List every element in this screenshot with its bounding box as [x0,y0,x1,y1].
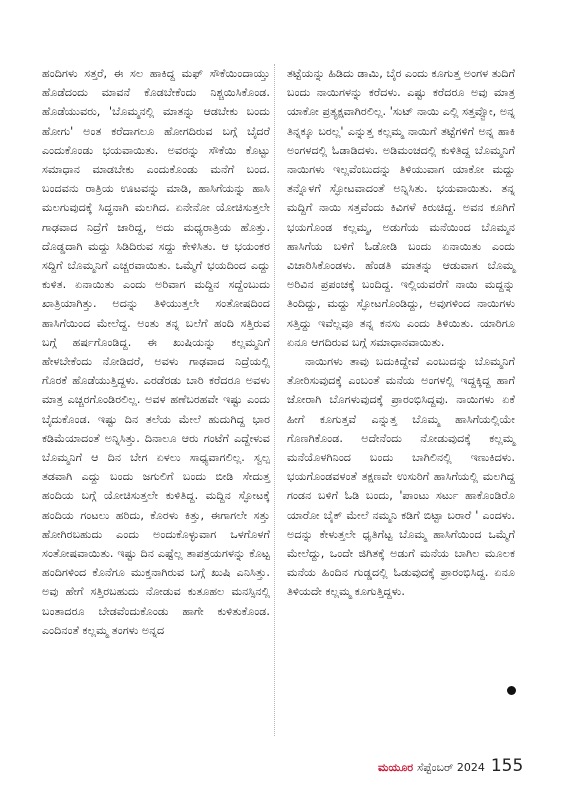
right-paragraph-1: ತಟ್ಟೆಯನ್ನು ಹಿಡಿದು ಡಾಮಿ, ಬೈರ ಎಂದು ಕೂಗುತ್ತ ಅಂಗಳ ತುದಿಗೆ ಬಂದು ನಾಯಿಗಳನ್ನು ಕರೆದಳು. ಎಷ್ಟು ಕರೆದರೂ ಅವು ಮಾತ್ರ ಯಾಕೋ ಪ್ರತ್ಯಕ್ಷವಾಗಿರಲಿಲ್ಲ. 'ಸುಟ್ ನಾಯಿ ಎಲ್ಲಿ ಸತ್ತವ್ವೋ, ಅನ್ನ ತಿನ್ನಕ್ಕೂ ಬರಲ್ಲ' ಎನ್ನುತ್ತ ಕಲ್ಲಮ್ಮ ನಾಯಿಗೆ ತಟ್ಟೆಗಳಿಗೆ ಅನ್ನ ಹಾಕಿ ಅಂಗಳದಲ್ಲಿ ಓಡಾಡಿದಳು. ಅಡಿಮಂಚದಲ್ಲಿ ಕುಳಿತಿದ್ದ ಬೊಮ್ಮನಿಗೆ ನಾಯಿಗಳು ಇಲ್ಲವೆಂಬುದನ್ನು ತಿಳಿಯುವಾಗ ಯಾಕೋ ಮದ್ದು ತನ್ನೊಳಗೆ ಸ್ಫೋಟವಾದಂತೆ ಅನ್ನಿಸಿತು. ಭಯವಾಯಿತು. ತನ್ನ ಮದ್ದಿಗೆ ನಾಯಿ ಸತ್ತವೆಂದು ಕಿವಿಗಳೆ ಕಿರುಚಿದ್ದ. ಅವನ ಕೂಗಿಗೆ ಭಯಗೊಂಡ ಕಲ್ಲಮ್ಮ, ಅಡುಗೆಯ ಮನೆಯಿಂದ ಬೊಮ್ಮನ ಹಾಸಿಗೆಯ ಬಳಿಗೆ ಓಡೋಡಿ ಬಂದು ಏನಾಯಿತು ಎಂದು ವಿಚಾರಿಸಿಕೊಂಡಳು. ಹೆಂಡತಿ ಮಾತನ್ನು ಆಡುವಾಗ ಬೊಮ್ಮ ಅರಿವಿನ ಪ್ರಪಂಚಕ್ಕೆ ಬಂದಿದ್ದ. ಇಲ್ಲಿಯವರೆಗೆ ನಾಯಿ ಮದ್ದನ್ನು ತಿಂದಿದ್ದು, ಮದ್ದು ಸ್ಫೋಟಗೊಂಡಿದ್ದು, ಅವುಗಳಿಂದ ನಾಯಿಗಳು ಸತ್ತಿದ್ದು ಇವೆಲ್ಲವೂ ತನ್ನ ಕನಸು ಎಂದು ತಿಳಿಯಿತು. ಯಾರಿಗೂ ಏನೂ ಆಗದಿರುವ ಬಗ್ಗೆ ಸಮಾಧಾನವಾಯಿತು. [287,67,515,349]
magazine-logo: ಮಯೂರ [378,761,414,774]
left-paragraph-1: ಹಂದಿಗಳು ಸತ್ತರೆ, ಈ ಸಲ ಹಾಕಿದ್ದ ಮಫ್ ಸೌಕೆಯಿಂದಾಯ್ತು ಹೊಡೆದಂದು ಮಾವನೆ ಕೊಡಬೇಕೆಂದು ನಿಶ್ಚಯಿಸಿಕೊಂಡ. ಹೊಡೆಯುವರು, 'ಬೊಮ್ಮನಲ್ಲಿ ಮಾತನ್ನು ಆಡಬೇಕು ಬಂದು ಹೋಗು' ಅಂತ ಕರೆದಾಗಲೂ ಹೋಗದಿರುವ ಬಗ್ಗೆ ಬೈದರೆ ಎಂದುಕೊಂಡು ಭಯವಾಯಿತು. ಅವರನ್ನು ಸೌಕೆಯಿ ಕೊಟ್ಟು ಸಮಾಧಾನ ಮಾಡಬೇಕು ಎಂದುಕೊಂಡು ಮನೆಗೆ ಬಂದ. ಬಂದವನು ರಾತ್ರಿಯ ಊಟವನ್ನು ಮಾಡಿ, ಹಾಸಿಗೆಯನ್ನು ಹಾಸಿ ಮಲಗುವುದಕ್ಕೆ ಸಿದ್ಧನಾಗಿ ಮಲಗಿದ. ಏನೇನೋ ಯೋಚಿಸುತ್ತಲೇ ಗಾಢವಾದ ನಿದ್ರೆಗೆ ಜಾರಿದ್ದ, ಅದು ಮಧ್ಯರಾತ್ರಿಯ ಹೊತ್ತು. ದೊಡ್ಡದಾಗಿ ಮದ್ದು ಸಿಡಿದಿರುವ ಸದ್ದು ಕೇಳಿಸಿತು. ಆ ಭಯಂಕರ ಸದ್ದಿಗೆ ಬೊಮ್ಮನಿಗೆ ಎಚ್ಚರವಾಯಿತು. ಒಮ್ಮೆಗೆ ಭಯದಿಂದ ಎದ್ದು ಕುಳಿತ. ಏನಾಯಿತು ಎಂದು ಅರಿವಾಗ ಮದ್ದಿನ ಸದ್ದೆಂಬುದು ಖಾತ್ರಿಯಾಗಿತ್ತು. ಅದನ್ನು ತಿಳಿಯುತ್ತಲೇ ಸಂತೋಷದಿಂದ ಹಾಸಿಗೆಯಿಂದ ಮೇಲೆದ್ದ. ಅಂತು ತನ್ನ ಬಲೆಗೆ ಹಂದಿ ಸತ್ತಿರುವ ಬಗ್ಗೆ ಹರ್ಷಗೊಂಡಿದ್ದ. ಈ ಖುಷಿಯನ್ನು ಕಲ್ಲಮ್ಮನಿಗೆ ಹೇಳಬೇಕೆಂದು ನೋಡಿದರೆ, ಅವಳು ಗಾಢವಾದ ನಿದ್ರೆಯಲ್ಲಿ ಗೊರಕೆ ಹೊಡೆಯುತ್ತಿದ್ದಳು. ಎರಡೆರಡು ಬಾರಿ ಕರೆದರೂ ಅವಳು ಮಾತ್ರ ಎಚ್ಚರಗೊಂಡಿರಲಿಲ್ಲ. ಅವಳ ಹಣೆಬರಹವೇ ಇಷ್ಟು ಎಂದು ಬೈದುಕೊಂಡ. ಇಷ್ಟು ದಿನ ತಲೆಯ ಮೇಲೆ ಹುದುಗಿದ್ದ ಭಾರ ಕಡಿಮೆಯಾದಂತೆ ಅನ್ನಿಸಿತ್ತು. ದಿನಾಲೂ ಆರು ಗಂಟೆಗೆ ಎದ್ದೇಳುವ ಬೊಮ್ಮನಿಗೆ ಆ ದಿನ ಬೇಗ ಏಳಲು ಸಾಧ್ಯವಾಗಲಿಲ್ಲ. ಸ್ವಲ್ಪ ತಡವಾಗಿ ಎದ್ದು ಬಂದು ಜಗುಲಿಗೆ ಬಂದು ಬೀಡಿ ಸೇದುತ್ತ ಹಂದಿಯ ಬಗ್ಗೆ ಯೋಚಿಸುತ್ತಲೇ ಕುಳಿತಿದ್ದ. ಮದ್ದಿನ ಸ್ಫೋಟಕ್ಕೆ ಹಂದಿಯ ಗಂಟಲು ಹರಿದು, ಕೊರಳು ಕಿತ್ತು, ಈಗಾಗಲೇ ಸತ್ತು ಹೋಗಿರಬಹುದು ಎಂದು ಅಂದುಕೊಳ್ಳುವಾಗ ಒಳಗೊಳಗೆ ಸಂತೋಷವಾಯಿತು. ಇಷ್ಟು ದಿನ ಎಷ್ಟೆಲ್ಲ ತಾಪತ್ರಯಗಳನ್ನು ಕೊಟ್ಟ ಹಂದಿಗಳಿಂದ ಕೊನೆಗೂ ಮುಕ್ತನಾಗಿರುವ ಬಗ್ಗೆ ಖುಷಿ ಎನಿಸಿತ್ತು. ಅವು ಹೇಗೆ ಸತ್ತಿರಬಹುದು ನೋಡುವ ಕುತೂಹಲ ಮನಸ್ಸಿನಲ್ಲಿ ಬಂತಾದರೂ ಬೇಡವೆಂದುಕೊಂಡು ಹಾಗೇ ಕುಳಿತುಕೊಂಡ. ಎಂದಿನಂತೆ ಕಲ್ಲಮ್ಮ ತಂಗಳು ಅನ್ನದ [42,67,270,637]
page-footer [378,756,523,776]
left-text-column [42,64,270,640]
issue-month: ಸೆಪ್ಟೆಂಬರ್ 2024 [417,761,485,774]
right-text-column [287,64,515,602]
story-end-bullet [507,686,516,695]
right-paragraph-2: ನಾಯಿಗಳು ತಾವು ಬದುಕಿದ್ದೇವೆ ಎಂಬುದನ್ನು ಬೊಮ್ಮನಿಗೆ ತೋರಿಸುವುದಕ್ಕೆ ಎಂಬಂತೆ ಮನೆಯ ಅಂಗಳಲ್ಲಿ ಇದ್ದಕ್ಕಿದ್ದ ಹಾಗೆ ಜೋರಾಗಿ ಬೊಗಳುವುದಕ್ಕೆ ಪ್ರಾರಂಭಿಸಿದ್ದವು. ನಾಯಿಗಳು ಏಕೆ ಹೀಗೆ ಕೂಗುತ್ತವೆ ಎನ್ನುತ್ತ ಬೊಮ್ಮ ಹಾಸಿಗೆಯಲ್ಲಿಯೇ ಗೊಣಗಿಕೊಂಡ. ಅದೇನೆಂದು ನೋಡುವುದಕ್ಕೆ ಕಲ್ಲಮ್ಮ ಮನೆಯೊಳಗಿನಿಂದ ಬಂದು ಬಾಗಿಲಿನಲ್ಲಿ ಇಣುಕಿದಳು. ಭಯಗೊಂಡವಳಂತೆ ತಕ್ಷಣವೇ ಉಸುರಿಗೆ ಹಾಸಿಗೆಯಲ್ಲಿ ಮಲಗಿದ್ದ ಗಂಡನ ಬಳಿಗೆ ಓಡಿ ಬಂದು, 'ಪಾಂಟು ಸರ್ಟು ಹಾಕೊಂಡಿರೊ ಯಾರೋ ಬೈಕ್ ಮೇಲೆ ನಮ್ಮನಿ ಕಡಿಗೆ ಬಿಟ್ಟಾ ಬರಾರೆ ' ಎಂದಳು. ಅದನ್ನು ಕೇಳುತ್ತಲೇ ಧೃತಿಗೆಟ್ಟ ಬೊಮ್ಮ ಹಾಸಿಗೆಯಿಂದ ಒಮ್ಮೆಗೆ ಮೇಲೆದ್ದು, ಒಂದೇ ಜಿಗಿತಕ್ಕೆ ಅಡುಗೆ ಮನೆಯ ಬಾಗಿಲ ಮೂಲಕ ಮನೆಯ ಹಿಂದಿನ ಗುಡ್ಡದಲ್ಲಿ ಓಡುವುದಕ್ಕೆ ಪ್ರಾರಂಭಿಸಿದ್ದ. ಏನೂ ತಿಳಿಯದೇ ಕಲ್ಲಮ್ಮ ಕೂಗುತ್ತಿದ್ದಳು. [287,355,515,599]
page-number: 155 [490,756,524,776]
column-divider [274,64,275,736]
